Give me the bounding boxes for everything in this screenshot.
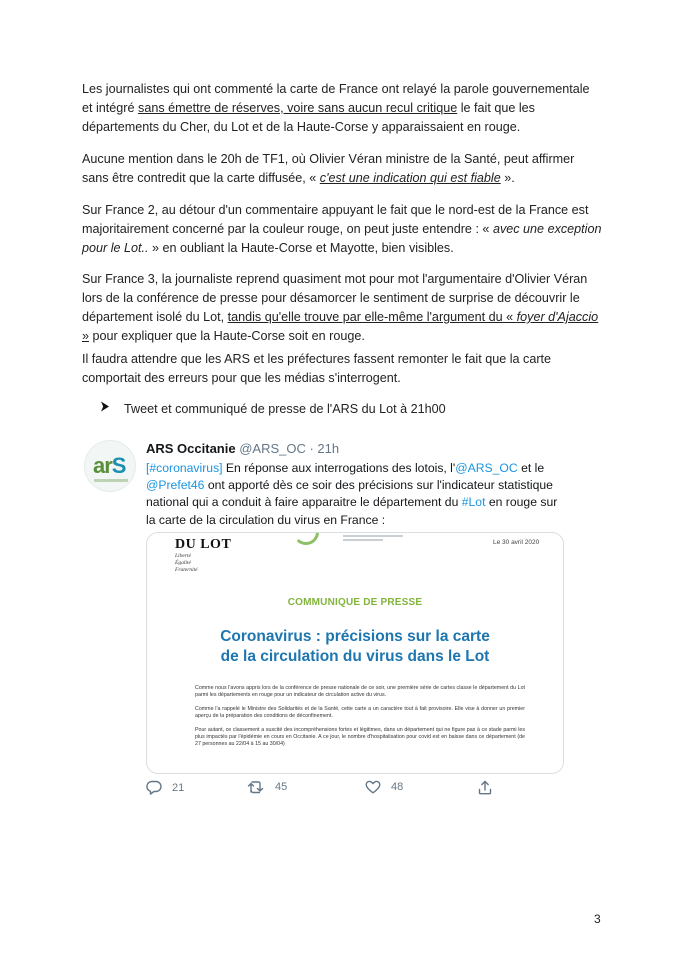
p1-text-b: le fait que les départements du Cher, du Lot et de la Haute-Corse y apparaissaient en rouge. <box>82 101 535 134</box>
motto-egalite: Égalité <box>175 560 191 566</box>
p4-underlined-a: tandis qu'elle trouve par elle-même l'argument du « <box>227 310 517 324</box>
mention-prefet46[interactable]: @Prefet46 <box>146 478 205 493</box>
p4-text-b: pour expliquer que la Haute-Corse soit en rouge. <box>89 329 365 343</box>
reply-icon <box>146 780 162 795</box>
share-icon <box>478 780 492 795</box>
tweet-handle-time[interactable]: @ARS_OC · 21h <box>239 441 340 456</box>
paragraph-ars-prefectures: Il faudra attendre que les ARS et les préfectures fassent remonter le fait que la carte comportait des erreurs pour que les médias s'interrogent. <box>82 352 552 385</box>
press-release-kicker: COMMUNIQUE DE PRESSE <box>287 597 423 608</box>
page-number: 3 <box>594 912 601 926</box>
bullet-tweet-caption <box>100 400 446 419</box>
reply-button[interactable] <box>146 780 184 795</box>
ars-logo-tagline <box>94 479 128 482</box>
press-release-title-line1: Coronavirus : précisions sur la carte <box>220 628 490 645</box>
reply-count: 21 <box>172 781 185 794</box>
tweet-actions <box>146 780 506 800</box>
tweet-text-part: En réponse aux interrogations des lotois, l' <box>222 461 456 475</box>
tweet-text-part: en rouge sur la carte de la circulation du virus en France : <box>146 495 558 527</box>
p2-quote: c'est une indication qui est fiable <box>319 171 501 185</box>
tweet-text <box>146 460 566 529</box>
paragraph-france3 <box>82 270 602 346</box>
ars-ring-logo-icon <box>293 532 319 545</box>
prefecture-logo <box>175 537 231 574</box>
retweet-count: 45 <box>275 781 288 793</box>
p1-text-a: Les journalistes qui ont commenté la carte de France ont relayé la parole gouvernementale et intégré <box>82 82 590 115</box>
tweet-text-part: et le <box>517 461 545 475</box>
p3-quote: avec une exception pour le Lot.. <box>82 222 602 255</box>
like-button[interactable] <box>365 780 403 794</box>
faint-header-text <box>343 535 409 543</box>
tweet-header <box>146 440 339 458</box>
press-release-paragraph: Pour autant, ce classement a suscité des incompréhensions fortes et légitimes, dans un département qui ne figure pas à ce stade parmi les plus impactés par l'épidémie en cours en Occitanie. A ce jour, le nombre d'hospitalisation pour covid est en baisse dans ce département (de 27 personnes au 22/04 à 15 au 30/04) <box>195 726 525 748</box>
p4-underlined-b: » <box>82 329 90 343</box>
tweet-embed <box>84 436 574 808</box>
p1-underlined-phrase: sans émettre de réserves, voire sans aucun recul critique <box>138 101 458 115</box>
p3-text-b: » en oubliant la Haute-Corse et Mayotte, bien visibles. <box>148 241 454 255</box>
arrow-bullet-icon <box>100 400 116 419</box>
retweet-icon <box>247 780 265 794</box>
press-release-paragraph: Comme l'a rappelé le Ministre des Solidarités et de la Santé, cette carte a un caractère tout à fait provisoire. Elle vise à donner un premier aperçu de la préparation des conditions de déconfinement. <box>195 705 525 720</box>
tweet-image-card[interactable] <box>146 532 564 774</box>
heart-icon <box>365 780 381 794</box>
tweet-author-name[interactable]: ARS Occitanie <box>146 441 236 456</box>
paragraph-tf1 <box>82 150 602 188</box>
paragraph-journalists <box>82 80 602 137</box>
p3-text-a: Sur France 2, au détour d'un commentaire appuyant le fait que le nord-est de la France est majoritairement concerné par la couleur rouge, on peut juste entendre : « <box>82 203 589 236</box>
like-count: 48 <box>391 781 404 793</box>
press-release-title <box>147 627 563 667</box>
hashtag-lot[interactable]: #Lot <box>461 495 486 510</box>
avatar[interactable] <box>84 440 136 492</box>
mention-ars-oc[interactable]: @ARS_OC <box>455 461 518 475</box>
ars-logo <box>93 453 125 479</box>
p2-quote-underline <box>320 171 501 185</box>
press-release-body <box>195 685 525 755</box>
p2-text-a: Aucune mention dans le 20h de TF1, où Olivier Véran ministre de la Santé, peut affirmer sans être contredit que la carte diffusée, « <box>82 152 575 185</box>
p2-text-b: ». <box>500 171 515 185</box>
share-button[interactable] <box>478 780 492 795</box>
ars-logo-a: ar <box>93 453 112 478</box>
retweet-button[interactable] <box>247 780 287 794</box>
motto-fraternite: Fraternité <box>175 567 198 573</box>
paragraph-france2 <box>82 201 602 258</box>
p4-text-a: Sur France 3, la journaliste reprend quasiment mot pour mot l'argumentaire d'Olivier Véran lors de la conférence de presse pour désamorcer le sentiment de surprise de découvrir le département isolé du Lot, <box>82 272 588 324</box>
prefecture-logo-title: DU LOT <box>175 537 232 552</box>
press-release-title-line2: de la circulation du virus dans le Lot <box>220 648 490 665</box>
press-release-paragraph: Comme nous l'avons appris lors de la conférence de presse nationale de ce soir, une première série de cartes classe le département du Lot parmi les départements en rouge pour un indicateur de circulation active du virus. <box>195 685 525 699</box>
p4-foyer-quote: foyer d'Ajaccio <box>516 310 599 324</box>
press-release-date: Le 30 avril 2020 <box>493 539 540 546</box>
bullet-text: Tweet et communiqué de presse de l'ARS du Lot à 21h00 <box>124 402 446 416</box>
motto-liberte: Liberté <box>175 553 191 559</box>
tweet-text-part: ont apporté dès ce soir des précisions sur l'indicateur statistique national qui a conduit à faire apparaitre le département du <box>146 478 553 510</box>
ars-logo-s: S <box>111 453 126 478</box>
hashtag-coronavirus[interactable]: [#coronavirus] <box>146 461 223 475</box>
